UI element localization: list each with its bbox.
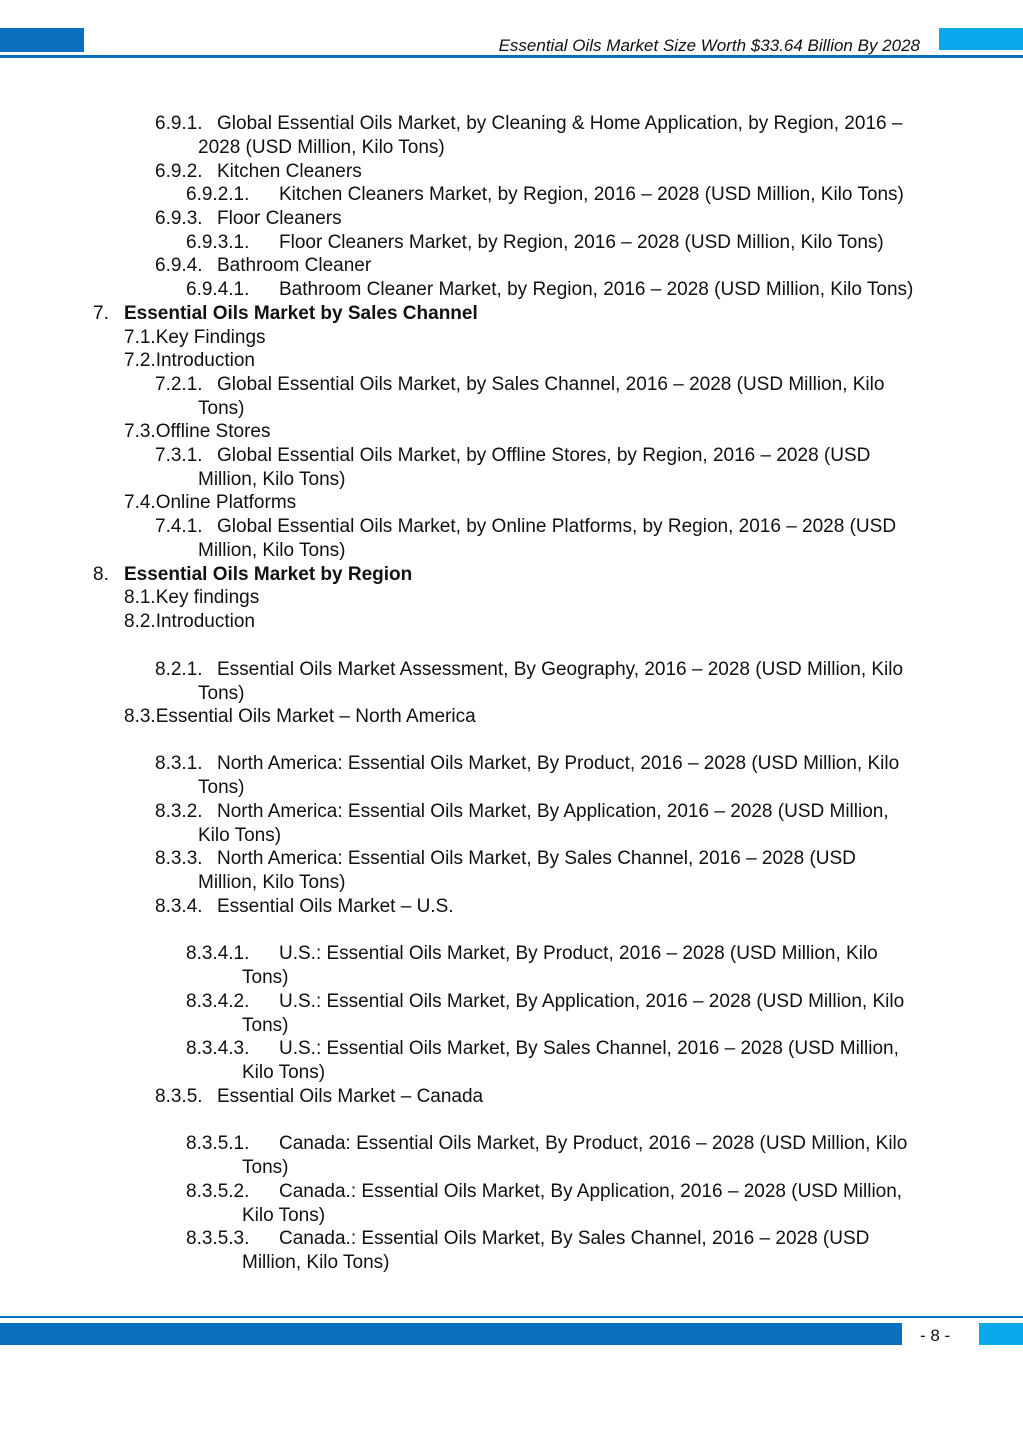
toc-entry-continuation: Tons) xyxy=(198,682,245,704)
toc-entry xyxy=(155,254,371,278)
toc-entry-number: 7.2. xyxy=(124,350,156,371)
toc-entry-number: 8.3. xyxy=(124,706,156,727)
toc-entry-title: U.S.: Essential Oils Market, By Sales Channel, 2016 – 2028 (USD Million, xyxy=(279,1038,899,1059)
toc-entry xyxy=(186,1037,899,1084)
toc-entry-line xyxy=(155,160,362,184)
toc-entry-title: Canada.: Essential Oils Market, By Application, 2016 – 2028 (USD Million, xyxy=(279,1181,903,1202)
toc-entry xyxy=(155,515,896,562)
toc-entry-line xyxy=(155,112,902,136)
toc-entry-title: Global Essential Oils Market, by Offline Stores, by Region, 2016 – 2028 (USD xyxy=(217,445,871,466)
toc-entry-line xyxy=(124,491,296,515)
toc-entry-line xyxy=(155,895,454,919)
toc-entry-title: Key Findings xyxy=(155,327,266,348)
toc-entry-line xyxy=(186,1180,902,1204)
toc-entry-line xyxy=(93,563,412,587)
toc-entry-number: 8.3.5. xyxy=(155,1086,203,1107)
toc-entry-title: Kitchen Cleaners Market, by Region, 2016 – 2028 (USD Million, Kilo Tons) xyxy=(279,184,904,205)
toc-entry-line xyxy=(155,800,889,824)
toc-entry-number: 8.3.1. xyxy=(155,753,203,774)
toc-entry xyxy=(124,586,259,610)
toc-entry-line xyxy=(155,847,856,871)
toc-entry-title: North America: Essential Oils Market, By Application, 2016 – 2028 (USD Million, xyxy=(217,801,889,822)
toc-entry xyxy=(124,420,270,444)
running-header-title: Essential Oils Market Size Worth $33.64 Billion By 2028 xyxy=(498,36,920,55)
toc-entry-title: Essential Oils Market by Region xyxy=(124,564,413,585)
toc-entry-line xyxy=(124,586,259,610)
toc-entry-line xyxy=(155,1085,483,1109)
toc-entry-line xyxy=(155,254,371,278)
toc-entry xyxy=(186,990,904,1037)
toc-entry xyxy=(93,302,478,326)
toc-entry-number: 8.3.4.2. xyxy=(186,991,250,1012)
toc-entry-number: 6.9.3. xyxy=(155,208,203,229)
toc-entry-number: 6.9.2. xyxy=(155,161,203,182)
toc-entry xyxy=(155,207,342,231)
toc-entry-line xyxy=(155,515,896,539)
toc-entry-number: 8.2. xyxy=(124,611,156,632)
toc-entry xyxy=(124,349,255,373)
toc-entry-continuation: Million, Kilo Tons) xyxy=(198,871,346,893)
toc-entry-number: 8.2.1. xyxy=(155,659,203,680)
toc-entry-title: Canada: Essential Oils Market, By Product, 2016 – 2028 (USD Million, Kilo xyxy=(279,1133,908,1154)
toc-entry-number: 8.3.4.1. xyxy=(186,943,250,964)
toc-entry-continuation: Tons) xyxy=(198,397,245,419)
toc-entry-title: Bathroom Cleaner xyxy=(217,255,372,276)
toc-entry-line xyxy=(124,420,270,444)
toc-entry xyxy=(155,160,362,184)
toc-entry-line xyxy=(186,231,884,255)
toc-entry-number: 8.3.2. xyxy=(155,801,203,822)
toc-entry-title: North America: Essential Oils Market, By Product, 2016 – 2028 (USD Million, Kilo xyxy=(217,753,900,774)
toc-entry xyxy=(186,183,904,207)
toc-entry-title: U.S.: Essential Oils Market, By Product, 2016 – 2028 (USD Million, Kilo xyxy=(279,943,878,964)
toc-entry-number: 7.4.1. xyxy=(155,516,203,537)
toc-entry-title: Key findings xyxy=(155,587,260,608)
toc-entry xyxy=(124,326,266,350)
toc-entry-number: 6.9.4.1. xyxy=(186,279,250,300)
toc-entry-line xyxy=(124,349,255,373)
toc-entry xyxy=(155,1085,483,1109)
toc-entry-continuation: Tons) xyxy=(242,1014,289,1036)
toc-entry-line xyxy=(124,326,266,350)
toc-entry-continuation: Kilo Tons) xyxy=(198,824,282,846)
toc-entry-title: Global Essential Oils Market, by Online Platforms, by Region, 2016 – 2028 (USD xyxy=(217,516,897,537)
toc-entry-continuation: Kilo Tons) xyxy=(242,1061,326,1083)
toc-entry-line xyxy=(155,752,899,776)
toc-entry-number: 8.3.5.1. xyxy=(186,1133,250,1154)
toc-entry-title: Bathroom Cleaner Market, by Region, 2016 – 2028 (USD Million, Kilo Tons) xyxy=(279,279,914,300)
toc-entry xyxy=(93,563,412,587)
toc-entry-title: Global Essential Oils Market, by Cleaning & Home Application, by Region, 2016 – xyxy=(217,113,903,134)
toc-entry-line xyxy=(186,1132,907,1156)
toc-entry-title: Floor Cleaners xyxy=(217,208,342,229)
toc-entry-number: 7. xyxy=(93,303,109,324)
toc-entry-line xyxy=(155,658,903,682)
toc-entry-title: Floor Cleaners Market, by Region, 2016 – 2028 (USD Million, Kilo Tons) xyxy=(279,232,884,253)
toc-entry-continuation: Million, Kilo Tons) xyxy=(242,1251,390,1273)
toc-entry-number: 7.3.1. xyxy=(155,445,203,466)
toc-entry-title: Kitchen Cleaners xyxy=(217,161,362,182)
toc-entry-number: 8.3.4.3. xyxy=(186,1038,250,1059)
toc-entry-continuation: Kilo Tons) xyxy=(242,1204,326,1226)
toc-entry xyxy=(155,752,899,799)
toc-entry xyxy=(186,942,878,989)
toc-entry-number: 7.2.1. xyxy=(155,374,203,395)
toc-entry-line xyxy=(186,183,904,207)
toc-entry-title: Essential Oils Market – North America xyxy=(155,706,476,727)
toc-entry xyxy=(186,231,884,255)
toc-entry-number: 8. xyxy=(93,564,109,585)
footer-rule xyxy=(0,1316,1023,1318)
toc-entry xyxy=(155,800,889,847)
toc-entry-line xyxy=(186,990,904,1014)
toc-entry-title: Online Platforms xyxy=(155,492,297,513)
toc-entry-line xyxy=(155,373,884,397)
toc-entry-line xyxy=(186,1037,899,1061)
toc-entry-line xyxy=(93,302,478,326)
toc-entry-number: 8.3.3. xyxy=(155,848,203,869)
toc-entry xyxy=(124,610,255,634)
toc-entry-continuation: 2028 (USD Million, Kilo Tons) xyxy=(198,136,445,158)
toc-entry-title: Introduction xyxy=(155,350,255,371)
toc-entry xyxy=(155,658,903,705)
toc-entry-line xyxy=(186,1227,869,1251)
toc-entry-number: 6.9.1. xyxy=(155,113,203,134)
toc-entry xyxy=(186,1132,907,1179)
toc-entry-number: 8.1. xyxy=(124,587,156,608)
toc-entry xyxy=(155,112,902,159)
toc-entry-title: Essential Oils Market – U.S. xyxy=(217,896,454,917)
header-accent-bar-left xyxy=(0,28,84,52)
footer-accent-bar-left xyxy=(0,1323,902,1345)
page-number: - 8 - xyxy=(920,1326,951,1345)
toc-entry-title: Offline Stores xyxy=(155,421,271,442)
toc-entry-number: 8.3.4. xyxy=(155,896,203,917)
toc-entry-continuation: Tons) xyxy=(242,1156,289,1178)
toc-entry xyxy=(186,1227,869,1274)
toc-entry xyxy=(155,444,870,491)
toc-entry-title: Canada.: Essential Oils Market, By Sales Channel, 2016 – 2028 (USD xyxy=(279,1228,870,1249)
toc-entry-line xyxy=(186,278,913,302)
toc-entry xyxy=(124,705,476,729)
toc-entry xyxy=(155,895,454,919)
toc-entry-line xyxy=(186,942,878,966)
toc-entry-line xyxy=(124,705,476,729)
toc-entry-title: Global Essential Oils Market, by Sales Channel, 2016 – 2028 (USD Million, Kilo xyxy=(217,374,885,395)
toc-entry-line xyxy=(155,444,870,468)
toc-entry-number: 6.9.4. xyxy=(155,255,203,276)
toc-entry-continuation: Million, Kilo Tons) xyxy=(198,539,346,561)
toc-entry-number: 8.3.5.2. xyxy=(186,1181,250,1202)
toc-entry-number: 8.3.5.3. xyxy=(186,1228,250,1249)
toc-entry xyxy=(186,1180,902,1227)
toc-entry-continuation: Million, Kilo Tons) xyxy=(198,468,346,490)
toc-entry-title: Essential Oils Market Assessment, By Geography, 2016 – 2028 (USD Million, Kilo xyxy=(217,659,904,680)
toc-entry-number: 7.4. xyxy=(124,492,156,513)
toc-entry-line xyxy=(155,207,342,231)
toc-entry-number: 6.9.2.1. xyxy=(186,184,250,205)
toc-entry xyxy=(155,847,856,894)
toc-entry-continuation: Tons) xyxy=(242,966,289,988)
toc-entry-continuation: Tons) xyxy=(198,776,245,798)
toc-entry xyxy=(186,278,913,302)
toc-entry-title: Essential Oils Market by Sales Channel xyxy=(124,303,478,324)
toc-entry-number: 6.9.3.1. xyxy=(186,232,250,253)
header-accent-bar-right xyxy=(939,28,1023,50)
toc-entry-title: North America: Essential Oils Market, By Sales Channel, 2016 – 2028 (USD xyxy=(217,848,856,869)
toc-entry-title: U.S.: Essential Oils Market, By Application, 2016 – 2028 (USD Million, Kilo xyxy=(279,991,905,1012)
toc-entry-number: 7.1. xyxy=(124,327,156,348)
footer-accent-bar-right xyxy=(979,1323,1023,1345)
toc-entry-number: 7.3. xyxy=(124,421,156,442)
toc-entry xyxy=(124,491,296,515)
toc-entry-line xyxy=(124,610,255,634)
header-rule xyxy=(0,55,1023,58)
toc-entry xyxy=(155,373,884,420)
toc-entry-title: Essential Oils Market – Canada xyxy=(217,1086,484,1107)
toc-entry-title: Introduction xyxy=(155,611,255,632)
